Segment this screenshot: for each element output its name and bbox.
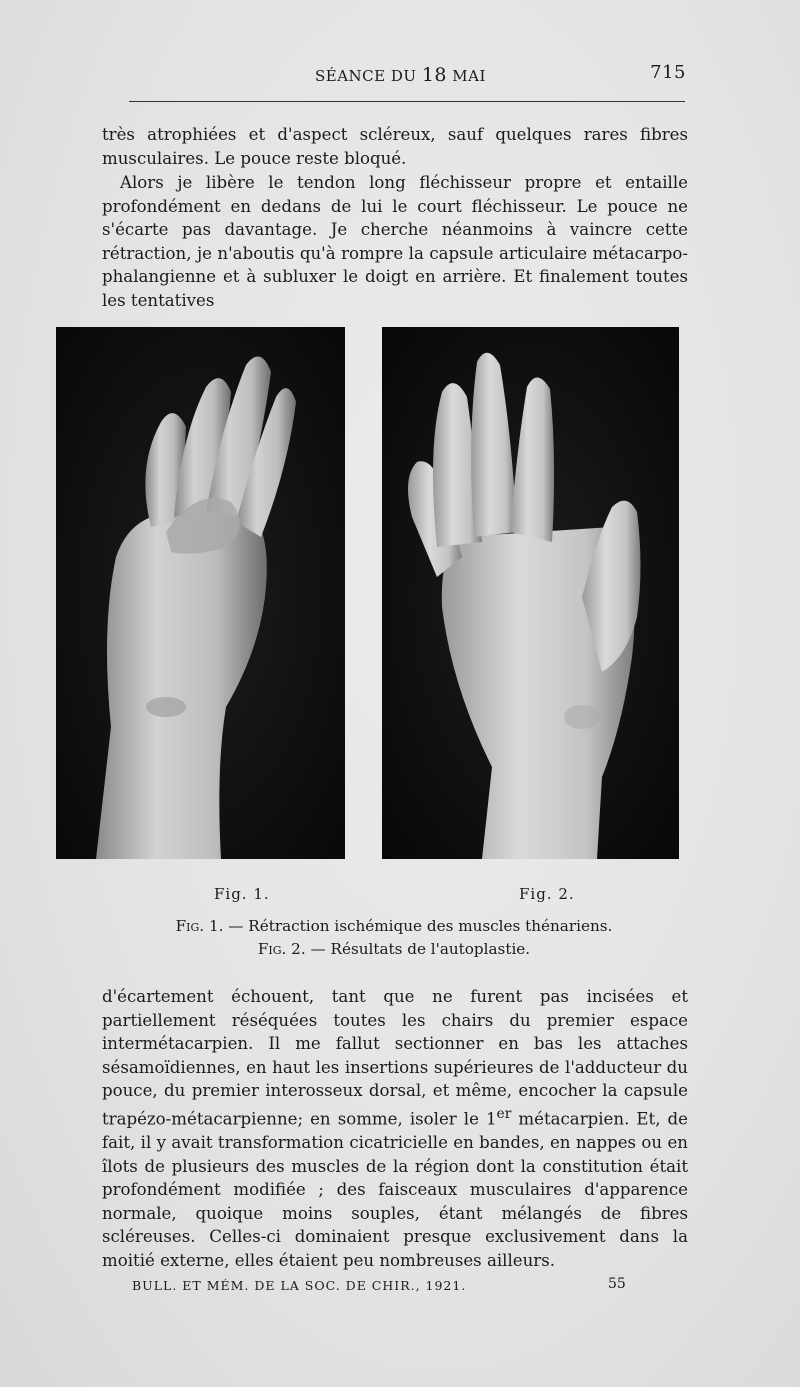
paragraph-3-part-a: d'écartement échouent, tant que ne furent pas incisées et partiellement réséquées toutes les chairs du premier espace intermétacarpien. Il me fallut sectionner en bas les attaches sésamoïdiennes, en haut les insertions supérieures de l'adducteur du pouce, du premier interosseux dorsal, et même, encocher la capsule trapézo-métacarpienne; en somme, isoler le 1: [102, 987, 688, 1129]
figure-1-label: Fig. 1.: [214, 885, 270, 903]
caption-1-text: — Rétraction ischémique des muscles thénariens.: [223, 917, 613, 935]
running-title-month: MAI: [447, 67, 486, 85]
footer-citation: BULL. ET MÉM. DE LA SOC. DE CHIR., 1921.: [132, 1278, 467, 1293]
paragraph-3: [102, 985, 688, 1273]
signature-mark: 55: [608, 1276, 626, 1292]
ordinal-superscript: er: [496, 1105, 512, 1122]
figure-2-photo: [382, 327, 679, 859]
caption-2-text: — Résultats de l'autoplastie.: [305, 940, 531, 958]
paragraph-2: Alors je libère le tendon long fléchisseur propre et entaille profondément en dedans de lui le court fléchisseur. Le pouce ne s'écarte pas davantage. Je cherche néanmoins à vaincre cette rétraction, je n'aboutis qu'à rompre la capsule articulaire métacarpo-phalangienne et à subluxer le doigt en arrière. Et finalement toutes les tentatives: [102, 173, 688, 310]
header-rule: [129, 101, 685, 102]
figure-1-photo: [56, 327, 345, 859]
caption-2-lead: Fig. 2.: [257, 940, 306, 958]
running-title-pre: SÉANCE DU: [315, 67, 422, 85]
figure-1-caption: [100, 916, 688, 937]
page-number: 715: [650, 62, 686, 83]
running-head: [100, 62, 688, 86]
paragraph-3-part-b: métacarpien. Et, de fait, il y avait transformation cicatricielle en bandes, en nappes ou en îlots de plusieurs des muscles de la région dont la constitution était profondément modifiée ; des faisceaux musculaires d'apparence normale, quoique moins souples, étant mélangés de fibres scléreuses. Celles-ci dominaient presque exclusivement dans la moitié externe, elles étaient peu nombreuses ailleurs.: [102, 1109, 688, 1271]
paragraph-1: très atrophiées et d'aspect scléreux, sauf quelques rares fibres musculaires. Le pouce reste bloqué.: [102, 125, 688, 168]
figure-2-caption: [100, 939, 688, 960]
running-title-day: 18: [421, 64, 448, 86]
figure-2-label: Fig. 2.: [519, 885, 575, 903]
running-title: [315, 64, 486, 86]
caption-1-lead: Fig. 1.: [175, 917, 224, 935]
